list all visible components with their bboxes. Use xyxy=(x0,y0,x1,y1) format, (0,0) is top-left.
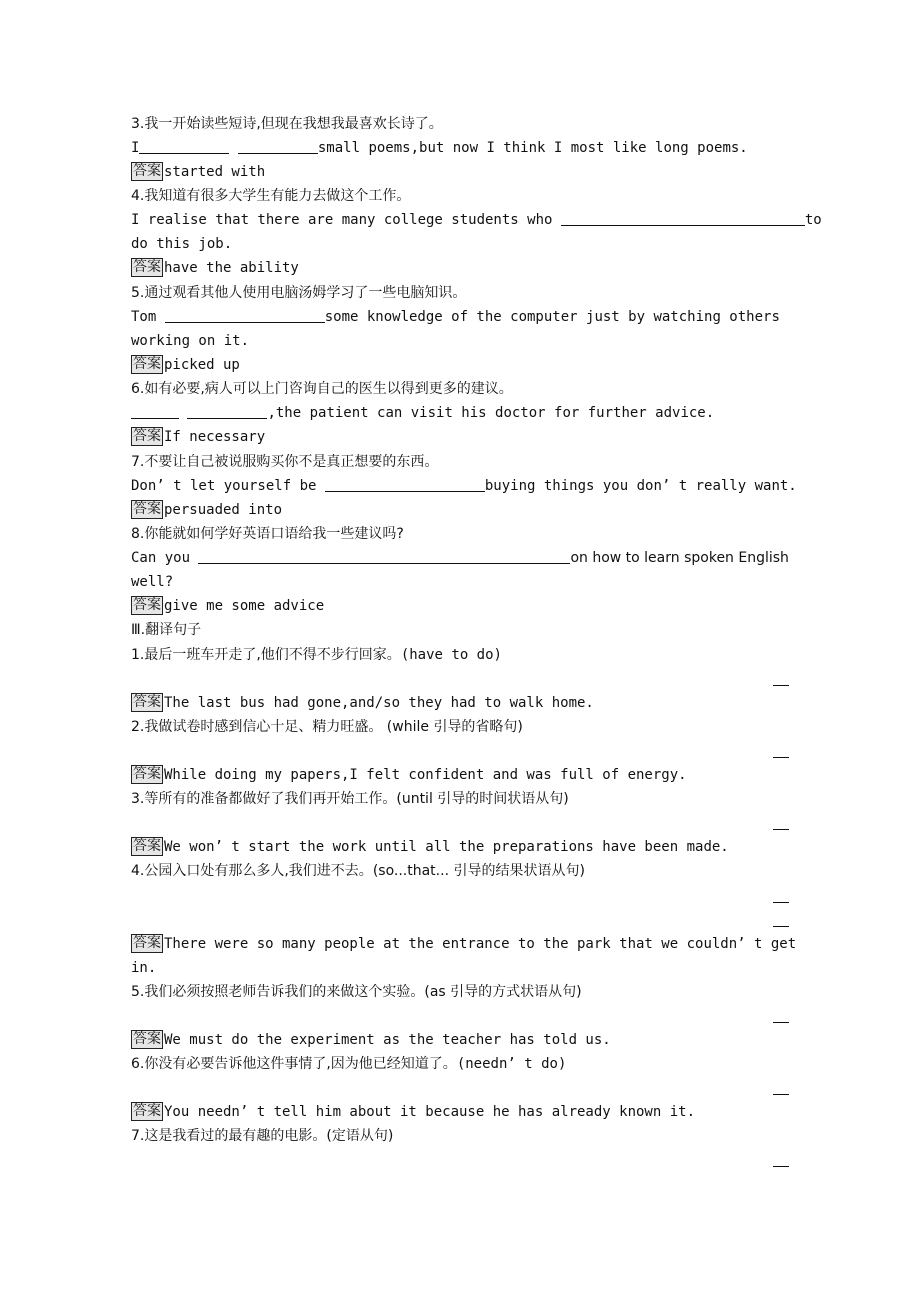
q3-1-prompt: 1.最后一班车开走了,他们不得不步行回家。(have to do) xyxy=(131,647,502,663)
answer-line[interactable] xyxy=(773,1094,789,1095)
q3-5-prompt: 5.我们必须按照老师告诉我们的来做这个实验。(as 引导的方式状语从句) xyxy=(131,984,582,1000)
blank-field[interactable] xyxy=(325,475,485,492)
blank-field[interactable] xyxy=(561,209,805,226)
blank-field[interactable] xyxy=(238,137,318,154)
q2-8-prompt: 8.你能就如何学好英语口语给我一些建议吗? xyxy=(131,526,404,542)
answer-line[interactable] xyxy=(773,685,789,686)
answer-tag: 答案 xyxy=(133,597,161,613)
q3-7-prompt: 7.这是我看过的最有趣的电影。(定语从句) xyxy=(131,1128,394,1144)
q2-8-sentence-cont: well? xyxy=(131,574,174,590)
q2-6-prompt: 6.如有必要,病人可以上门咨询自己的医生以得到更多的建议。 xyxy=(131,381,513,397)
answer-tag: 答案 xyxy=(133,766,161,782)
q2-5-prompt: 5.通过观看其他人使用电脑汤姆学习了一些电脑知识。 xyxy=(131,285,467,301)
blank-field[interactable] xyxy=(165,306,325,323)
q2-4-sentence-cont: do this job. xyxy=(131,236,233,252)
answer-line[interactable] xyxy=(773,902,789,903)
q2-7-answer: 答案 persuaded into xyxy=(133,501,283,518)
q2-3-prompt: 3.我一开始读些短诗,但现在我想我最喜欢长诗了。 xyxy=(131,116,443,132)
q3-5-answer: 答案 We must do the experiment as the teacher has told us. xyxy=(133,1031,611,1048)
q2-6-sentence: ,the patient can visit his doctor for further advice. xyxy=(131,401,714,425)
blank-field[interactable] xyxy=(131,402,179,419)
q3-4-answer-cont: in. xyxy=(131,960,157,976)
answer-tag: 答案 xyxy=(133,838,161,854)
q3-6-prompt: 6.你没有必要告诉他这件事情了,因为他已经知道了。(needn’ t do) xyxy=(131,1056,567,1072)
answer-tag: 答案 xyxy=(133,694,161,710)
blank-field[interactable] xyxy=(187,402,267,419)
answer-line[interactable] xyxy=(773,1022,789,1023)
q3-3-prompt: 3.等所有的准备都做好了我们再开始工作。(until 引导的时间状语从句) xyxy=(131,791,569,807)
answer-tag: 答案 xyxy=(133,1031,161,1047)
q2-5-sentence: Tom some knowledge of the computer just by watching others xyxy=(131,305,780,329)
q2-7-sentence: Don’ t let yourself be buying things you don’ t really want. xyxy=(131,474,797,498)
answer-line[interactable] xyxy=(773,926,789,927)
q2-5-sentence-cont: working on it. xyxy=(131,333,250,349)
q2-8-answer: 答案 give me some advice xyxy=(133,597,325,614)
answer-tag: 答案 xyxy=(133,259,161,275)
answer-line[interactable] xyxy=(773,1166,789,1167)
q2-8-sentence: Can you on how to learn spoken English xyxy=(131,546,789,570)
q2-6-answer: 答案 If necessary xyxy=(133,428,266,445)
q2-7-prompt: 7.不要让自己被说服购买你不是真正想要的东西。 xyxy=(131,454,439,470)
answer-tag: 答案 xyxy=(133,935,161,951)
answer-tag: 答案 xyxy=(133,1103,161,1119)
blank-field[interactable] xyxy=(198,547,570,564)
q3-1-answer: 答案 The last bus had gone,and/so they had to walk home. xyxy=(133,694,594,711)
q3-2-prompt: 2.我做试卷时感到信心十足、精力旺盛。 (while 引导的省略句) xyxy=(131,719,523,735)
blank-field[interactable] xyxy=(139,137,229,154)
q2-5-answer: 答案 picked up xyxy=(133,356,240,373)
q2-4-answer: 答案 have the ability xyxy=(133,259,299,276)
answer-tag: 答案 xyxy=(133,356,161,372)
q2-4-sentence: I realise that there are many college students who to xyxy=(131,208,822,232)
answer-tag: 答案 xyxy=(133,501,161,517)
section-title: Ⅲ.翻译句子 xyxy=(131,622,202,638)
answer-tag: 答案 xyxy=(133,163,161,179)
q3-6-answer: 答案 You needn’ t tell him about it because he has already known it. xyxy=(133,1103,696,1120)
answer-tag: 答案 xyxy=(133,428,161,444)
answer-line[interactable] xyxy=(773,829,789,830)
q3-4-answer: 答案 There were so many people at the entrance to the park that we couldn’ t get xyxy=(133,935,797,952)
q3-3-answer: 答案 We won’ t start the work until all the preparations have been made. xyxy=(133,838,729,855)
q2-3-answer: 答案 started with xyxy=(133,163,266,180)
answer-line[interactable] xyxy=(773,757,789,758)
q3-4-prompt: 4.公园入口处有那么多人,我们进不去。(so...that... 引导的结果状语从句) xyxy=(131,863,585,879)
q2-4-prompt: 4.我知道有很多大学生有能力去做这个工作。 xyxy=(131,188,411,204)
q2-3-sentence: I small poems,but now I think I most like long poems. xyxy=(131,136,748,160)
q3-2-answer: 答案 While doing my papers,I felt confident and was full of energy. xyxy=(133,766,687,783)
